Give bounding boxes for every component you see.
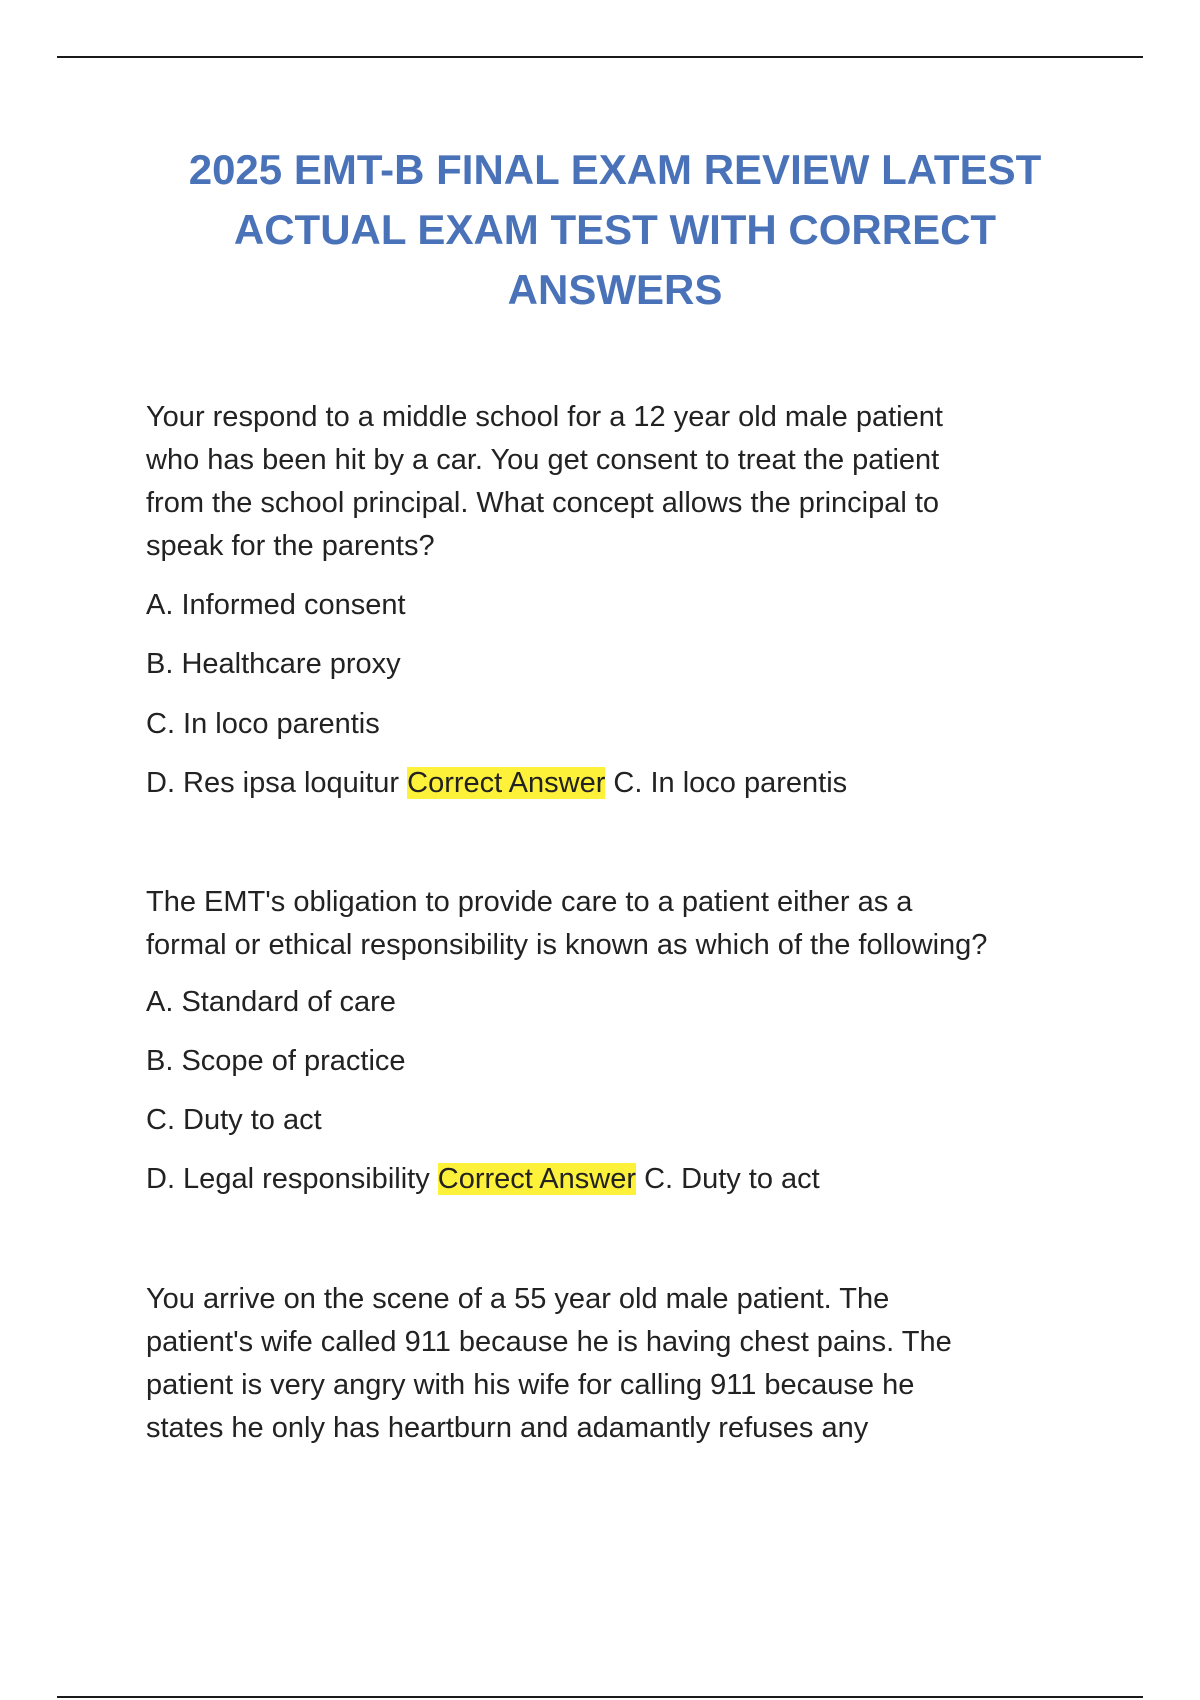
question-1: [146, 396, 1106, 799]
option-b: B. Scope of practice: [146, 1045, 406, 1077]
option-d-with-answer: [146, 1158, 820, 1201]
question-stem-line: patient's wife called 911 because he is having chest pains. The: [146, 1326, 952, 1358]
option-c: C. Duty to act: [146, 1104, 322, 1136]
question-stem-line: speak for the parents?: [146, 530, 435, 562]
correct-answer-label: Correct Answer: [407, 767, 606, 799]
question-2-stem: [146, 881, 1106, 967]
correct-answer-label: Correct Answer: [437, 1163, 636, 1195]
bottom-divider: [57, 1696, 1143, 1698]
correct-answer-text: C. In loco parentis: [613, 767, 848, 799]
question-stem-line: You arrive on the scene of a 55 year old male patient. The: [146, 1283, 890, 1315]
title-line: ANSWERS: [507, 266, 723, 313]
document-title: [140, 140, 1090, 320]
question-stem-line: states he only has heartburn and adamantly refuses any: [146, 1412, 869, 1444]
option-b: B. Healthcare proxy: [146, 648, 401, 680]
title-line: 2025 EMT-B FINAL EXAM REVIEW LATEST: [188, 146, 1042, 193]
question-stem-line: patient is very angry with his wife for calling 911 because he: [146, 1369, 915, 1401]
option-a: A. Informed consent: [146, 589, 406, 621]
question-3: [146, 1278, 1106, 1450]
question-1-stem: [146, 396, 1106, 568]
question-stem-line: Your respond to a middle school for a 12 year old male patient: [146, 401, 943, 433]
question-2: [146, 881, 1106, 1195]
option-d: D. Legal responsibility: [146, 1163, 430, 1195]
title-line: ACTUAL EXAM TEST WITH CORRECT: [233, 206, 997, 253]
option-d: D. Res ipsa loquitur: [146, 767, 400, 799]
option-c: C. In loco parentis: [146, 708, 380, 740]
question-stem-line: who has been hit by a car. You get consent to treat the patient: [146, 444, 940, 476]
option-a: A. Standard of care: [146, 986, 396, 1018]
top-divider: [57, 56, 1143, 58]
question-stem-line: formal or ethical responsibility is known as which of the following?: [146, 929, 988, 961]
question-stem-line: from the school principal. What concept allows the principal to: [146, 487, 940, 519]
option-d-with-answer: [146, 762, 847, 805]
correct-answer-text: C. Duty to act: [644, 1163, 820, 1195]
question-stem-line: The EMT's obligation to provide care to a patient either as a: [146, 886, 913, 918]
question-3-stem: [146, 1278, 1106, 1450]
